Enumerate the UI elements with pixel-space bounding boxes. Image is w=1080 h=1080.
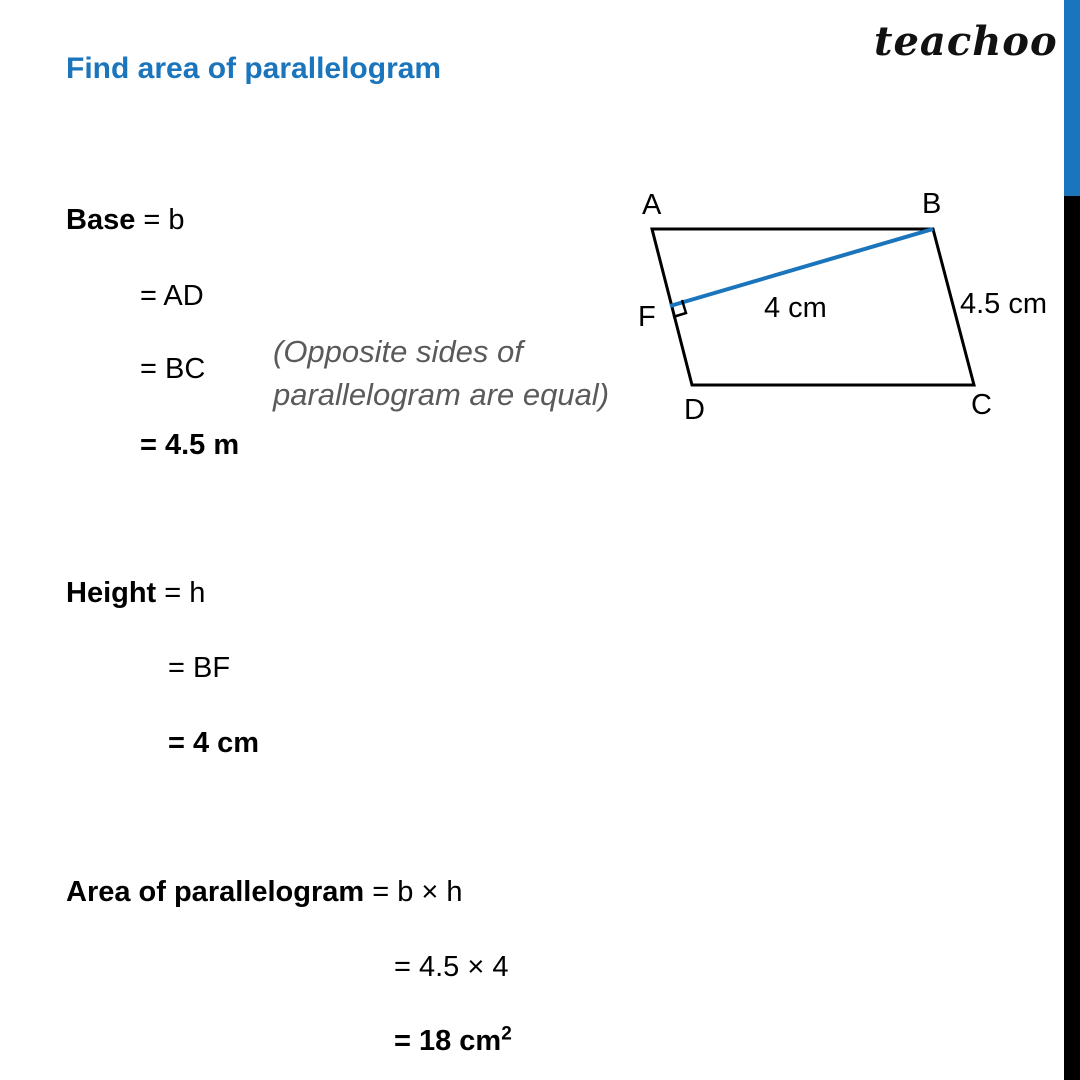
area-label: Area of parallelogram [66,876,365,908]
height-eq-bf: = BF [168,652,231,684]
point-f-label: F [638,301,656,333]
base-label: Base [66,204,136,236]
area-definition [66,876,463,909]
note-line-1: (Opposite sides of [273,334,523,369]
vertex-c-label: C [971,389,992,421]
teachoo-logo: teachoo [874,18,1058,65]
height-label: Height [66,577,157,609]
vertex-a-label: A [642,189,662,221]
height-measure-label: 4 cm [764,292,827,324]
side-measure-label: 4.5 cm [960,288,1048,320]
vertex-d-label: D [684,394,705,426]
side-bar-accent [1064,0,1080,196]
height-definition [66,577,205,610]
question-title: Find area of parallelogram [66,52,442,85]
note-line-2: parallelogram are equal) [273,377,610,412]
area-result-value: = 18 cm [394,1025,502,1057]
base-result: = 4.5 m [140,429,240,461]
vertex-b-label: B [922,188,942,220]
base-eq-ad: = AD [140,280,204,312]
height-result: = 4 cm [168,727,260,759]
parallelogram-figure [600,170,1062,440]
base-eq-b: = b [135,204,185,236]
base-eq-bc: = BC [140,353,206,385]
area-result-exponent: 2 [501,1023,512,1045]
base-definition [66,204,185,237]
area-result [394,1025,512,1058]
area-eq-values: = 4.5 × 4 [394,951,509,983]
opposite-sides-note [273,330,609,416]
area-eq-bh: = b × h [364,876,463,908]
height-eq-h: = h [156,577,206,609]
